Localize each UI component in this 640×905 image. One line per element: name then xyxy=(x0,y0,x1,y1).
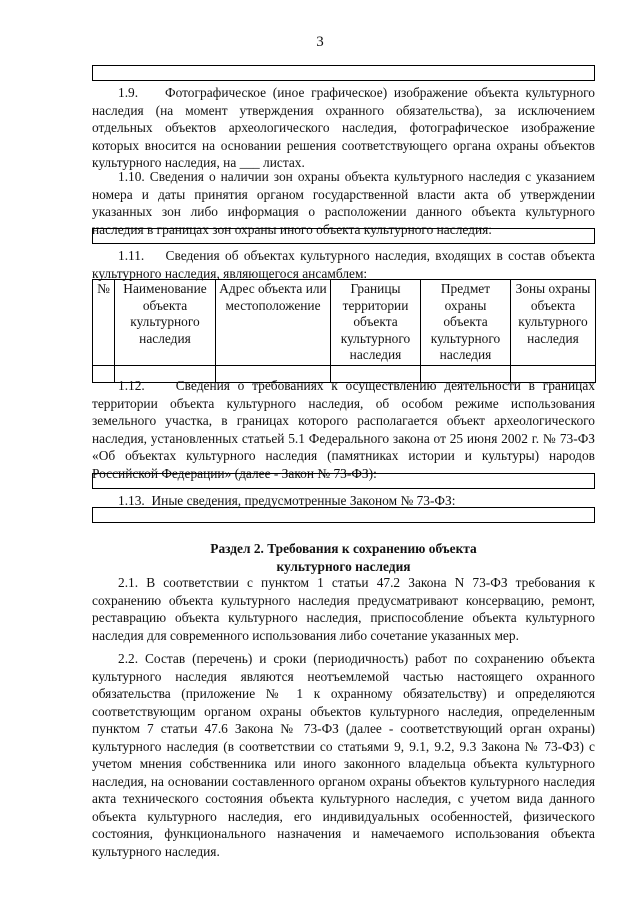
col-header-address: Адрес объекта или местоположение xyxy=(216,280,331,366)
col-header-name: Наименование объекта культурного наследия xyxy=(115,280,216,366)
paragraph-1-11: 1.11. Сведения об объектах культурного наследия, входящих в состав объекта культурного наследия, являющегося ансамблем: xyxy=(92,248,595,281)
paragraph-1-9: 1.9. Фотографическое (иное графическое) изображение объекта культурного наследия (на момент утверждения охранного обязательства), за исключением отдельных объектов археологического наследия, фотографическое изображение которых вносится на основании решения соответствующего органа охраны объектов культурного наследия, на ___ листах. xyxy=(92,85,595,170)
ensemble-objects-table xyxy=(92,279,596,383)
col-header-boundaries: Границы территории объекта культурного наследия xyxy=(331,280,421,366)
paragraph-2-2: 2.2. Состав (перечень) и сроки (периодичность) работ по сохранению объекта культурного наследия являются неотъемлемой частью настоящего охранного обязательства (приложение № 1 к охранному обязательству) и определяются соответствующим органом охраны объектов культурного наследия, определенным пунктом 7 статьи 47.6 Закона № 73-ФЗ (далее - соответствующий орган охраны) культурного наследия (в соответствии со статьями 9, 9.1, 9.2, 9.3 Закона № 73-ФЗ) с учетом мнения собственника или иного законного владельца объекта культурного наследия, на основании составленного органом охраны объектов культурного наследия акта технического состояния объекта культурного наследия, с учетом вида данного объекта культурного наследия, его индивидуальных особенностей, физического состояния, функционального назначения и намечаемого использования объекта культурного наследия. xyxy=(92,651,595,859)
col-header-protection-zones: Зоны охраны объекта культурного наследия xyxy=(511,280,596,366)
col-header-protection-subject: Предмет охраны объекта культурного наследия xyxy=(421,280,511,366)
page-number: 3 xyxy=(316,34,324,50)
section-title-line-1: Раздел 2. Требования к сохранению объекта xyxy=(210,541,477,556)
paragraph-1-13: 1.13. Иные сведения, предусмотренные Законом № 73-ФЗ: xyxy=(118,493,456,508)
blank-field-1-10 xyxy=(92,228,595,244)
section-title-line-2: культурного наследия xyxy=(276,558,411,574)
section-2-title xyxy=(92,540,595,575)
blank-field-1-12 xyxy=(92,473,595,489)
paragraph-2-1: 2.1. В соответствии с пунктом 1 статьи 47.2 Закона N 73-ФЗ требования к сохранению объекта культурного наследия предусматривают консервацию, ремонт, реставрацию объекта культурного наследия, приспособление объекта культурного наследия для современного использования либо сочетание указанных мер. xyxy=(92,575,595,643)
blank-field-1-13 xyxy=(92,507,595,523)
blank-field-1-8 xyxy=(92,65,595,81)
paragraph-1-10: 1.10. Сведения о наличии зон охраны объекта культурного наследия с указанием номера и даты принятия органом государственной власти акта об утверждении указанных зон либо информация о расположении данного объекта культурного наследия в границах зон охраны иного объекта культурного наследия: xyxy=(92,169,595,237)
table-header-row xyxy=(93,280,596,366)
paragraph-1-12: 1.12. Сведения о требованиях к осуществлению деятельности в границах территории объекта культурного наследия, об особом режиме использования земельного участка, в границах которого располагается объект археологического наследия, установленных статьей 5.1 Федерального закона от 25 июня 2002 г. № 73-ФЗ «Об объектах культурного наследия (памятниках истории и культуры) народов Российской Федерации» (далее - Закон № 73-ФЗ): xyxy=(92,378,595,481)
col-header-number: № xyxy=(93,280,115,366)
